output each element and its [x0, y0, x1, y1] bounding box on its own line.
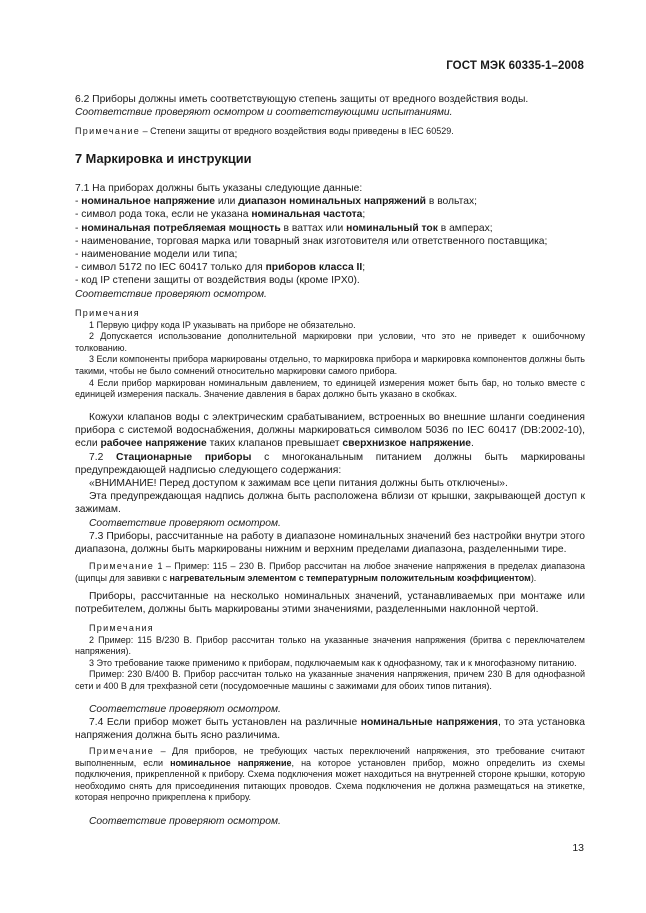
note-6-2: [75, 126, 585, 138]
note-item: 2 Допускается использование дополнительной маркировки при условии, что это не приведет к ошибочному толкованию.: [75, 331, 585, 353]
paragraph-valves: Кожухи клапанов воды с электрическим срабатыванием, встроенных во внешние шланги соединения прибора с системой водоснабжения, должны маркироваться символом 5036 по IEC 60417 (DB:2002-10), если рабочее напряжение таких клапанов превышает сверхнизкое напряжение.: [75, 412, 585, 450]
section-7-2: [75, 411, 585, 556]
notes-label: Примечания: [89, 623, 154, 633]
notes-7-1: [75, 308, 585, 401]
list-item: - символ рода тока, если не указана номинальная частота;: [75, 209, 366, 221]
note-7-3: Примечание 1 – Пример: 115 – 230 В. Прибор рассчитан на любое значение напряжения в пределах диапазона (щипцы для завивки с нагревательным элементом с температурным положительным коэффициентом).: [75, 561, 585, 583]
note-item: 2 Пример: 115 В/230 В. Прибор рассчитан только на указанные значения напряжения (бритва с переключателем напряжения).: [75, 634, 585, 657]
compliance-7-4: Соответствие проверяют осмотром.: [89, 816, 281, 827]
note-label: Примечание: [75, 126, 141, 136]
paragraph-7-3-multi: Приборы, рассчитанные на несколько номинальных значений, устанавливаемых при монтаже или потребителем, должны быть маркированы этими значениями, разделенными наклонной чертой.: [75, 591, 585, 616]
compliance-6-2: Соответствие проверяют осмотром и соответствующими испытаниями.: [75, 107, 453, 119]
section-6-2: [75, 93, 585, 119]
page-number: 13: [572, 842, 584, 854]
list-item: - символ 5172 по IEC 60417 только для приборов класса II;: [75, 262, 366, 274]
list-item: - номинальная потребляемая мощность в ваттах или номинальный ток в амперах;: [75, 222, 493, 234]
paragraph-7-2-location: Эта предупреждающая надпись должна быть расположена вблизи от крышки, закрывающей доступ к зажимам.: [75, 491, 585, 516]
list-item: - наименование модели или типа;: [75, 249, 238, 261]
paragraph-6-2: 6.2 Приборы должны иметь соответствующую степень защиты от вредного воздействия воды.: [75, 94, 529, 105]
section-7-heading: 7 Маркировка и инструкции: [75, 151, 252, 166]
note-label: Примечание: [89, 746, 155, 756]
paragraph-7-4: 7.4 Если прибор может быть установлен на различные номинальные напряжения, то эта установка напряжения должна быть ясно различима.: [75, 717, 586, 742]
compliance-7-1: Соответствие проверяют осмотром.: [75, 288, 267, 300]
notes-label: Примечания: [75, 308, 140, 318]
section-7-heading-wrap: [75, 151, 585, 166]
compliance-7-4-wrap: [75, 815, 585, 828]
note-text: – Степени защиты от вредного воздействия воды приведены в IEC 60529.: [140, 126, 454, 136]
note-item: 4 Если прибор маркирован номинальным давлением, то единицей измерения может быть бар, но только вместе с единицей измерения паскаль. Значение давления в барах должно быть указано в скобках.: [75, 377, 585, 400]
paragraph-7-1-intro: 7.1 На приборах должны быть указаны следующие данные:: [75, 183, 363, 194]
compliance-7-2: Соответствие проверяют осмотром.: [89, 517, 281, 529]
list-item: - номинальное напряжение или диапазон номинальных напряжений в вольтах;: [75, 196, 477, 208]
list-item: - код IP степени защиты от воздействия воды (кроме IPX0).: [75, 275, 360, 287]
paragraph-7-3: 7.3 Приборы, рассчитанные на работу в диапазоне номинальных значений без настройки внутри этого диапазона, должны быть маркированы нижним и верхним пределами диапазона, разделенными тире.: [75, 530, 585, 556]
paragraph-7-3-multi-wrap: [75, 590, 585, 616]
note-7-4: Примечание – Для приборов, не требующих частых переключений напряжения, это требование считают выполненным, если номинальное напряжение, на которое установлен прибор, можно определить из схемы подключения, прикрепленной к прибору. Схема подключения может находиться на внутренней стороне крышки, которую необходимо снять для присоединения питающих проводов. Схема подключения не должна размещаться на этикетке, которая непрочно прикреплена к прибору.: [75, 746, 585, 803]
document-header: ГОСТ МЭК 60335-1–2008: [446, 60, 584, 72]
warning-text: «ВНИМАНИЕ! Перед доступом к зажимам все цепи питания должны быть отключены».: [89, 478, 508, 490]
note-item: 3 Это требование также применимо к приборам, подключаемым как к однофазному, так и к многофазному питанию.: [89, 657, 577, 668]
note-item: 1 Первую цифру кода IP указывать на приборе не обязательно.: [89, 319, 356, 330]
note-item: Пример: 230 В/400 В. Прибор рассчитан только на указанные значения напряжения, причем 230 В для однофазной сети и 400 В для трехфазной сети (посудомоечные машины с зажимами для обоих типов питания).: [75, 669, 585, 691]
note-item: 3 Если компоненты прибора маркированы отдельно, то маркировка прибора и маркировка компонентов должны быть такими, чтобы не было сомнений относительно маркировки самого прибора.: [75, 354, 585, 376]
notes-7-3: [75, 623, 585, 693]
note-label: Примечание: [89, 561, 155, 571]
section-7-1: [75, 182, 585, 301]
list-item: - наименование, торговая марка или товарный знак изготовителя или ответственного поставщика;: [75, 235, 548, 247]
compliance-7-3: Соответствие проверяют осмотром.: [89, 704, 281, 715]
section-7-4: [75, 703, 585, 743]
paragraph-7-2: 7.2 Стационарные приборы с многоканальным питанием должны быть маркированы предупреждающей надписью следующего содержания:: [75, 451, 585, 476]
